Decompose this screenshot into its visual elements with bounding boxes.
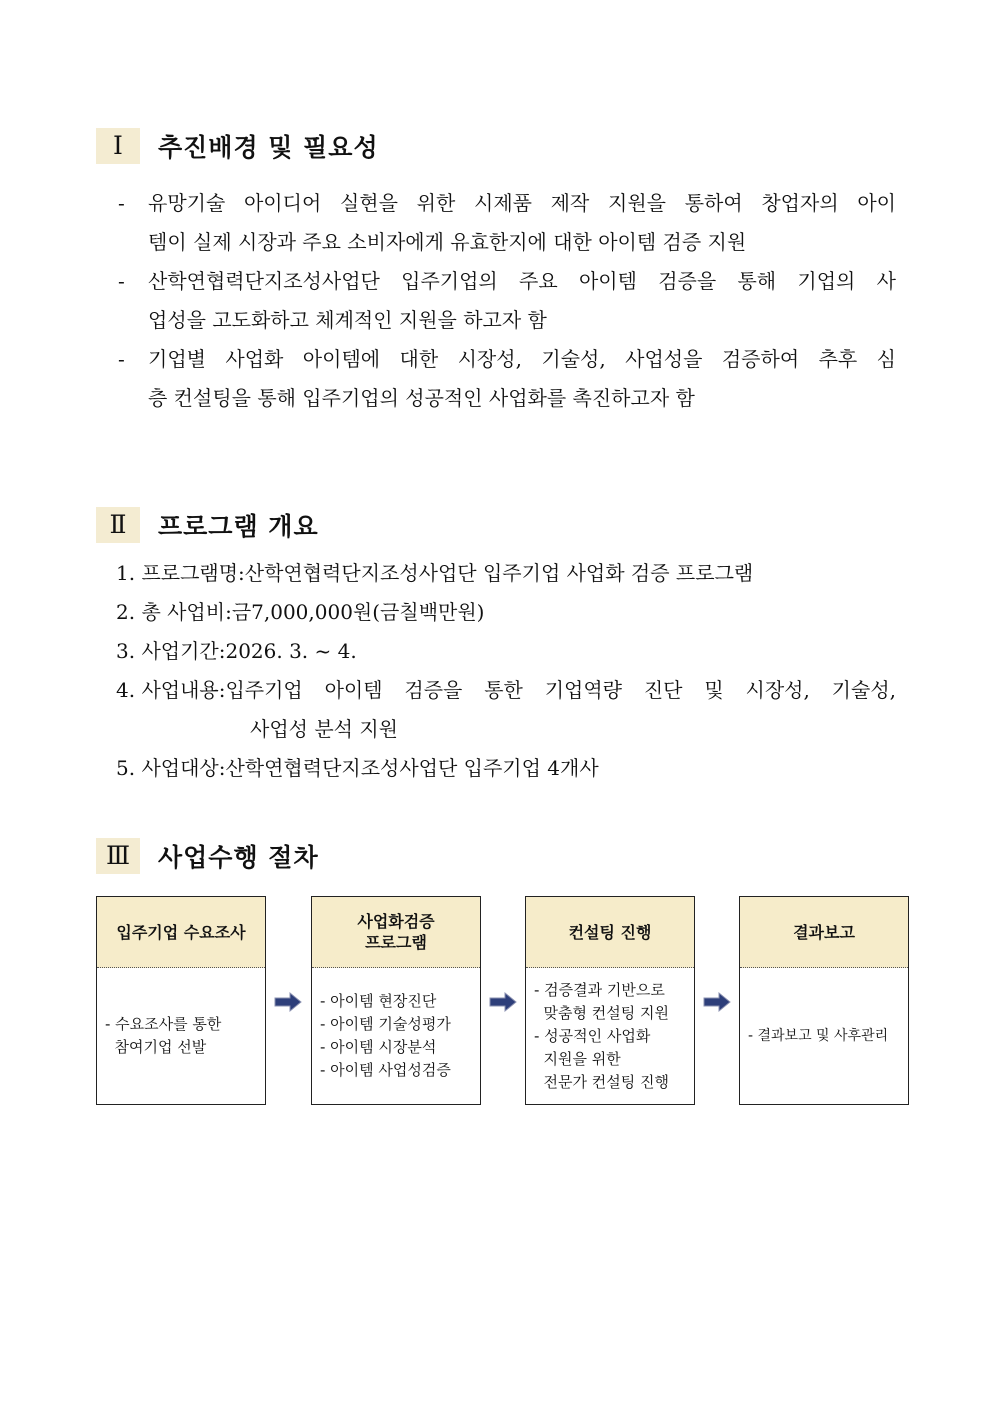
- process-step-line: 맞춤형 컨설팅 지원: [534, 1003, 669, 1022]
- process-step-body: [97, 968, 265, 1104]
- section-2-title: 프로그램 개요: [158, 512, 319, 541]
- overview-item-3: [116, 632, 357, 671]
- section-3-numeral: Ⅲ: [96, 838, 140, 874]
- overview-item-text: 입주기업 아이템 검증을 통한 기업역량 진단 및 시장성, 기술성,: [225, 678, 896, 702]
- overview-item-2: [116, 593, 484, 632]
- process-step-title: 컨설팅 진행: [568, 922, 652, 942]
- process-step-line: - 성공적인 사업화: [534, 1026, 651, 1045]
- bullet-3-line-2: 층 컨설팅을 통해 입주기업의 성공적인 사업화를 촉진하고자 함: [148, 386, 695, 410]
- overview-item-label: 3. 사업기간:: [116, 639, 226, 663]
- process-step-header: [526, 897, 694, 968]
- process-step-line: - 아이템 시장분석: [320, 1038, 437, 1056]
- right-arrow-icon: [273, 991, 303, 1013]
- section-1-title: 추진배경 및 필요성: [158, 133, 379, 162]
- process-step-body: [312, 968, 480, 1104]
- overview-item-4: [116, 671, 896, 749]
- bullet-2-line-2: 업성을 고도화하고 체계적인 지원을 하고자 함: [148, 308, 547, 332]
- process-step-line: - 수요조사를 통한: [105, 1015, 222, 1033]
- process-step-title: 입주기업 수요조사: [116, 922, 246, 942]
- overview-item-text: 금7,000,000원(금칠백만원): [231, 600, 485, 624]
- overview-item-label: 1. 프로그램명:: [116, 561, 245, 585]
- overview-item-label: 4. 사업내용:: [116, 678, 226, 702]
- process-step-line: - 검증결과 기반으로: [534, 980, 665, 999]
- process-step-line: - 결과보고 및 사후관리: [748, 1027, 889, 1044]
- overview-item-continuation: 사업성 분석 지원: [250, 717, 398, 741]
- process-step-header: [97, 897, 265, 968]
- process-step-3: [525, 896, 695, 1105]
- process-step-line: 전문가 컨설팅 진행: [534, 1072, 669, 1091]
- bullet-1-line-2: 템이 실제 시장과 주요 소비자에게 유효한지에 대한 아이템 검증 지원: [148, 230, 747, 254]
- section-3-title: 사업수행 절차: [158, 843, 319, 872]
- process-step-line: 지원을 위한: [534, 1049, 621, 1068]
- process-step-line: - 아이템 사업성검증: [320, 1061, 451, 1079]
- overview-item-text: 산학연협력단지조성사업단 입주기업 4개사: [225, 756, 599, 780]
- process-step-1: [96, 896, 266, 1105]
- section-3-heading: [96, 838, 319, 874]
- section-2-heading: [96, 507, 319, 543]
- bullet-3: [118, 340, 896, 418]
- right-arrow-icon: [702, 991, 732, 1013]
- overview-item-text: 산학연협력단지조성사업단 입주기업 사업화 검증 프로그램: [244, 561, 754, 585]
- overview-item-label: 2. 총 사업비:: [116, 600, 232, 624]
- process-step-title: 사업화검증: [357, 912, 435, 931]
- bullet-dash: -: [118, 347, 125, 371]
- process-step-body: [526, 968, 694, 1104]
- bullet-dash: -: [118, 191, 125, 215]
- bullet-2-line-1: 산학연협력단지조성사업단 입주기업의 주요 아이템 검증을 통해 기업의 사: [148, 269, 896, 293]
- process-step-line: - 아이템 기술성평가: [320, 1015, 451, 1033]
- process-step-body: [740, 968, 908, 1104]
- bullet-1: [118, 184, 896, 262]
- overview-item-text: 2026. 3. ~ 4.: [225, 639, 357, 663]
- bullet-3-line-1: 기업별 사업화 아이템에 대한 시장성, 기술성, 사업성을 검증하여 추후 심: [148, 347, 896, 371]
- process-step-title-line-2: 프로그램: [365, 933, 427, 952]
- process-step-title: 결과보고: [793, 922, 855, 942]
- process-step-2: [311, 896, 481, 1105]
- process-step-4: [739, 896, 909, 1105]
- overview-item-label: 5. 사업대상:: [116, 756, 226, 780]
- right-arrow-icon: [488, 991, 518, 1013]
- section-1-heading: [96, 128, 379, 164]
- process-step-line: - 아이템 현장진단: [320, 992, 437, 1010]
- bullet-1-line-1: 유망기술 아이디어 실현을 위한 시제품 제작 지원을 통하여 창업자의 아이: [148, 191, 896, 215]
- bullet-dash: -: [118, 269, 125, 293]
- overview-item-1: [116, 554, 753, 593]
- process-step-header: [740, 897, 908, 968]
- process-step-line: 참여기업 선발: [105, 1038, 207, 1056]
- section-2-numeral: Ⅱ: [96, 507, 140, 543]
- section-1-numeral: Ⅰ: [96, 128, 140, 164]
- overview-item-5: [116, 749, 599, 788]
- bullet-2: [118, 262, 896, 340]
- process-step-header: [312, 897, 480, 968]
